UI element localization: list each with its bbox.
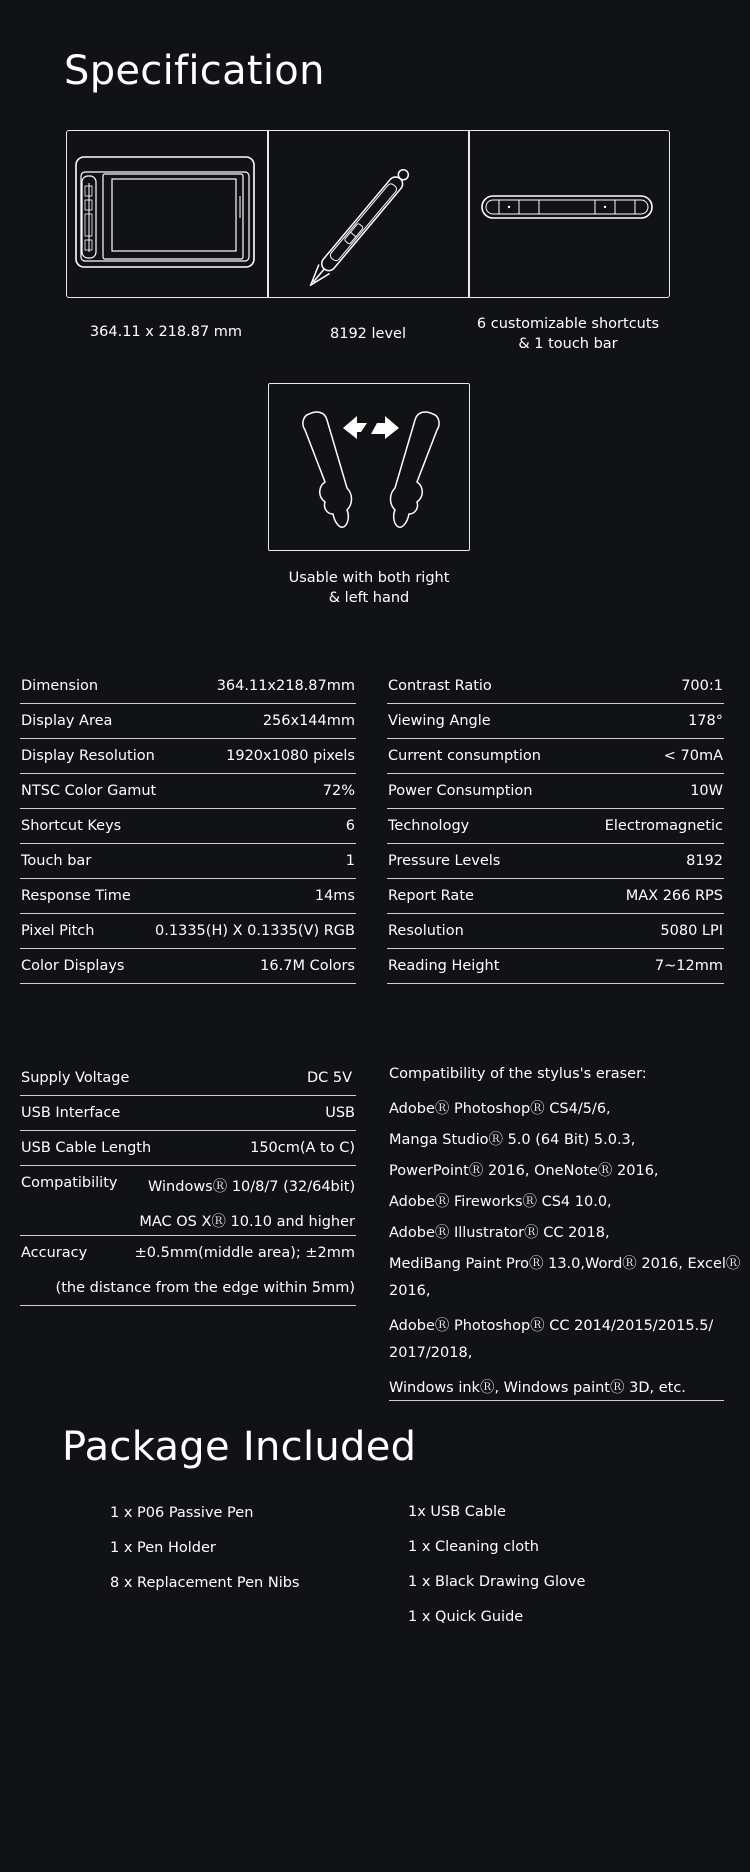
table-row: [387, 949, 724, 984]
spec-value: 6: [345, 818, 355, 834]
spec-value: 700:1: [681, 678, 723, 694]
tablet-icon: [75, 156, 255, 268]
table-row: [387, 809, 724, 844]
hands-panel: [268, 383, 470, 551]
list-item: 1 x Cleaning cloth: [408, 1539, 539, 1555]
spec-key: NTSC Color Gamut: [21, 783, 157, 799]
spec-value: 7~12mm: [654, 958, 723, 974]
package-title: Package Included: [62, 1424, 417, 1470]
table-row: [387, 739, 724, 774]
table-row: [20, 809, 356, 844]
feature-caption-hands: [268, 568, 470, 608]
spec-key: Viewing Angle: [388, 713, 491, 729]
table-row: [387, 704, 724, 739]
spec-title: Specification: [64, 48, 325, 94]
spec-value: 178°: [688, 713, 723, 729]
table-row: [20, 774, 356, 809]
spec-key: Accuracy: [21, 1245, 88, 1261]
feature-caption-shortcuts: [468, 314, 668, 354]
spec-value: DC 5V: [306, 1070, 352, 1086]
table-row: [20, 1096, 356, 1131]
spec-value: Electromagnetic: [604, 818, 723, 834]
list-item: 2016,: [389, 1283, 431, 1299]
list-item: AdobeⓇ IllustratorⓇ CC 2018,: [389, 1225, 610, 1241]
divider: [389, 1400, 724, 1401]
spec-key: Supply Voltage: [21, 1070, 130, 1086]
spec-key: Display Resolution: [21, 748, 155, 764]
table-row: [20, 844, 356, 879]
caption-line: & left hand: [328, 590, 410, 606]
spec-value: 5080 LPI: [660, 923, 723, 939]
spec-key: Current consumption: [388, 748, 541, 764]
table-row: [20, 1131, 356, 1166]
spec-key: USB Interface: [21, 1105, 121, 1121]
spec-value: 1: [345, 853, 355, 869]
table-row: [20, 949, 356, 984]
list-item: AdobeⓇ PhotoshopⓇ CC 2014/2015/2015.5/: [389, 1318, 714, 1334]
spec-value: 14ms: [314, 888, 355, 904]
spec-value: 256x144mm: [262, 713, 355, 729]
spec-key: Power Consumption: [388, 783, 533, 799]
spec-key: Technology: [388, 818, 470, 834]
table-row-compatibility: [20, 1166, 356, 1236]
list-item: 1 x Black Drawing Glove: [408, 1574, 586, 1590]
spec-key: Report Rate: [388, 888, 474, 904]
table-row-accuracy: [20, 1236, 356, 1306]
spec-value: MAX 266 RPS: [625, 888, 723, 904]
spec-key: Shortcut Keys: [21, 818, 122, 834]
spec-value: WindowsⓇ 10/8/7 (32/64bit): [148, 1179, 356, 1195]
feature-caption-size: 364.11 x 218.87 mm: [89, 324, 243, 340]
spec-value: 16.7M Colors: [260, 958, 355, 974]
caption-line: 6 customizable shortcuts: [476, 316, 660, 332]
list-item: 8 x Replacement Pen Nibs: [110, 1575, 300, 1591]
list-item: Windows inkⓇ, Windows paintⓇ 3D, etc.: [389, 1380, 686, 1396]
spec-key: Touch bar: [21, 853, 92, 869]
table-row: [20, 914, 356, 949]
spec-value: MAC OS XⓇ 10.10 and higher: [139, 1214, 355, 1230]
spec-key: Pixel Pitch: [21, 923, 95, 939]
list-item: PowerPointⓇ 2016, OneNoteⓇ 2016,: [389, 1163, 659, 1179]
list-item: 1x USB Cable: [408, 1504, 506, 1520]
spec-value: 8192: [686, 853, 723, 869]
divider: [468, 131, 470, 297]
table-row: [20, 1061, 356, 1096]
spec-value: 10W: [690, 783, 723, 799]
table-row: [20, 739, 356, 774]
table-row: [387, 669, 724, 704]
list-item: 2017/2018,: [389, 1345, 473, 1361]
list-item: 1 x Pen Holder: [110, 1540, 216, 1556]
table-row: [387, 774, 724, 809]
table-row: [20, 704, 356, 739]
spec-value: 0.1335(H) X 0.1335(V) RGB: [155, 923, 355, 939]
caption-line: Usable with both right: [288, 570, 450, 586]
list-item: 1 x P06 Passive Pen: [110, 1505, 254, 1521]
spec-key: Color Displays: [21, 958, 125, 974]
table-row: [20, 879, 356, 914]
feature-panel: [66, 130, 670, 298]
caption-line: & 1 touch bar: [518, 336, 618, 352]
spec-key: Compatibility: [21, 1175, 118, 1191]
spec-value: 72%: [322, 783, 355, 799]
spec-key: Contrast Ratio: [388, 678, 492, 694]
spec-key: Response Time: [21, 888, 131, 904]
spec-key: Dimension: [21, 678, 99, 694]
spec-key: Pressure Levels: [388, 853, 501, 869]
spec-key: Resolution: [388, 923, 464, 939]
divider: [267, 131, 269, 297]
list-item: Manga StudioⓇ 5.0 (64 Bit) 5.0.3,: [389, 1132, 636, 1148]
spec-key: Reading Height: [388, 958, 500, 974]
table-row: [387, 844, 724, 879]
spec-value: (the distance from the edge within 5mm): [55, 1280, 355, 1296]
spec-value: 364.11x218.87mm: [216, 678, 355, 694]
list-item: 1 x Quick Guide: [408, 1609, 524, 1625]
table-row: [20, 669, 356, 704]
feature-caption-pressure: 8192 level: [330, 326, 406, 342]
pen-icon: [305, 146, 435, 286]
spec-key: Display Area: [21, 713, 113, 729]
list-item: Compatibility of the stylus's eraser:: [389, 1066, 647, 1082]
table-row: [387, 879, 724, 914]
list-item: MediBang Paint ProⓇ 13.0,WordⓇ 2016, ExcelⓇ: [389, 1256, 741, 1272]
spec-value: USB: [325, 1105, 355, 1121]
list-item: AdobeⓇ PhotoshopⓇ CS4/5/6,: [389, 1101, 611, 1117]
spec-value: 1920x1080 pixels: [226, 748, 355, 764]
shortcut-bar-icon: [481, 195, 653, 221]
table-row: [387, 914, 724, 949]
spec-value: < 70mA: [663, 748, 723, 764]
spec-value: ±0.5mm(middle area); ±2mm: [134, 1245, 355, 1261]
spec-key: USB Cable Length: [21, 1140, 152, 1156]
spec-value: 150cm(A to C): [250, 1140, 355, 1156]
hands-icon: [297, 404, 445, 532]
list-item: AdobeⓇ FireworksⓇ CS4 10.0,: [389, 1194, 612, 1210]
